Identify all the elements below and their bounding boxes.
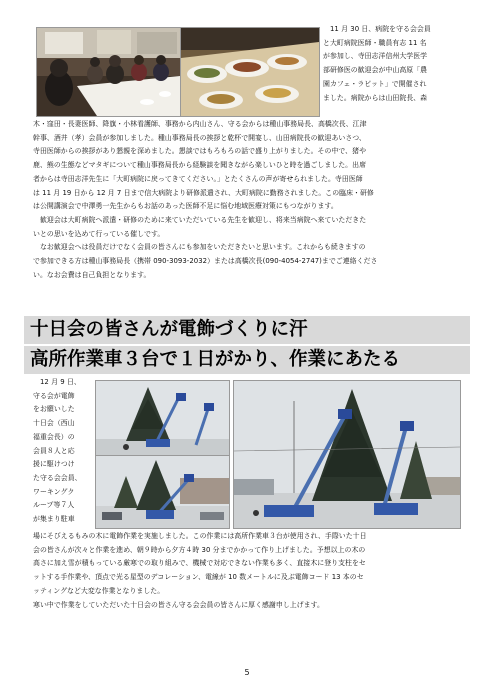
text-line: 場にそびえるもみの木に電飾作業を実施しました。この作業には高所作業車３台が使用され、手際いた十日 <box>33 532 367 540</box>
text-line: が参加し、寺田志洋信州大学医学 <box>323 52 428 61</box>
text-line: 福重会長）の <box>33 432 75 441</box>
text-line: 援に駆けつけ <box>33 460 75 469</box>
photo-fir-tree-lift-2 <box>95 455 230 529</box>
page-number: 5 <box>244 668 250 677</box>
text-line: 会員８人と応 <box>33 446 75 455</box>
photo-welcome-party-room <box>36 27 181 117</box>
text-line: 12 月 9 日、 <box>40 378 81 386</box>
text-line: 寺田医師からの挨拶があり懇親を深めました。懇談ではもろもろの話で盛り上がりました。その中で、猪や <box>33 147 367 156</box>
text-line: 守る会が電飾 <box>33 391 75 400</box>
text-line: なお歓迎会へは役員だけでなく会員の皆さんにも参加をいただきたいと思います。これからも続きますの <box>33 243 366 252</box>
text-line: 園カフェ・ラビット」で開催され <box>323 79 427 88</box>
text-line: をお願いした <box>33 405 75 414</box>
article2-body-text <box>33 530 367 612</box>
text-line: 幹事、酒井（孝）会員が参加しました。種山事務局長の挨拶と乾杯で開宴し、山田病院長の歓迎あいさつ、 <box>33 133 366 142</box>
text-line: は 11 月 19 日から 12 月 7 日まで信大病院より研修派遣され、大町病院に勤務されました。この臨床・研修 <box>33 188 374 197</box>
photo-fir-tree-lift-3 <box>233 380 461 529</box>
text-line: ループ等７人 <box>33 501 75 510</box>
text-line: と大町病院医師・職員有志 11 名 <box>323 38 427 47</box>
text-line: 会の皆さんが次々と作業を進め、朝９時から夕方４時 30 分までかかって作り上げました。予想以上の木の <box>33 545 366 554</box>
headline-banner-1 <box>24 316 470 344</box>
text-line: 寒い中で作業をしていただいた十日会の皆さん守る会会員の皆さんに厚く感謝申し上げます。 <box>33 600 324 609</box>
photo-fir-tree-lift-1 <box>95 380 230 456</box>
headline-banner-2 <box>24 346 470 374</box>
text-line: 十日会（西山 <box>33 419 75 428</box>
text-line: ットする手作業や、頂点で光る星型のデコレーション、電線が 10 数メートルに及ぶ電飾コード 13 本のセ <box>33 573 364 582</box>
text-line: ッティングなど大変な作業となりました。 <box>33 586 165 595</box>
text-line: 鹿、熊の生態などマタギについて種山事務局長から経験談を聞きながら楽しいひと時を過ごしました。出席 <box>33 161 367 170</box>
text-line: で参加できる方は種山事務局長（携帯 090-3093-2032）または高橋次長(090-4054-2747)までご連絡くださ <box>33 257 378 266</box>
text-line: ワーキングク <box>33 487 75 496</box>
text-line: ました。病院からは山田院長、森 <box>323 93 428 102</box>
text-line: 高さに加え雪が積もっている厳寒での取り組みで、機械で対応できない作業も多く、直接木に登り支柱をセ <box>33 559 366 568</box>
text-line: い。なお会費は自己負担となります。 <box>33 270 151 279</box>
text-line: いとの思いを込めて行っている催しです。 <box>33 229 165 238</box>
headline-2: 高所作業車３台で１日がかり、作業にあたる <box>30 349 401 370</box>
text-line: は公開講演会で中澤勇一先生からもお話のあった医師不足に悩む地域医療対策にもつながります。 <box>33 202 338 211</box>
article1-side-text <box>323 23 431 105</box>
text-line: 歓迎会は大町病院へ派遣・研修のために来ていただいている先生を歓迎し、将来当病院へ来ていただきた <box>33 215 367 224</box>
text-line: 者からは寺田志洋先生に「大町病院に戻ってきてください。」とたくさんの声が寄せられました。寺田医師 <box>33 174 363 183</box>
text-line: が集まり駐車 <box>33 515 75 524</box>
text-line: 木・窪田・長妻医師、降旗・小林看護師、事務から内山さん、守る会からは種山事務局長、高橋次長、江津 <box>33 120 367 128</box>
article2-side-text <box>33 376 82 527</box>
photo-buffet-dishes <box>180 27 320 117</box>
article1-body-text <box>33 118 377 282</box>
text-line: た守る会会員、 <box>33 473 82 482</box>
text-line: 11 月 30 日、病院を守る会会員 <box>330 25 431 33</box>
text-line: 部研修医の歓迎会が中山高原「農 <box>323 66 428 75</box>
headline-1: 十日会の皆さんが電飾づくりに汗 <box>30 319 308 340</box>
